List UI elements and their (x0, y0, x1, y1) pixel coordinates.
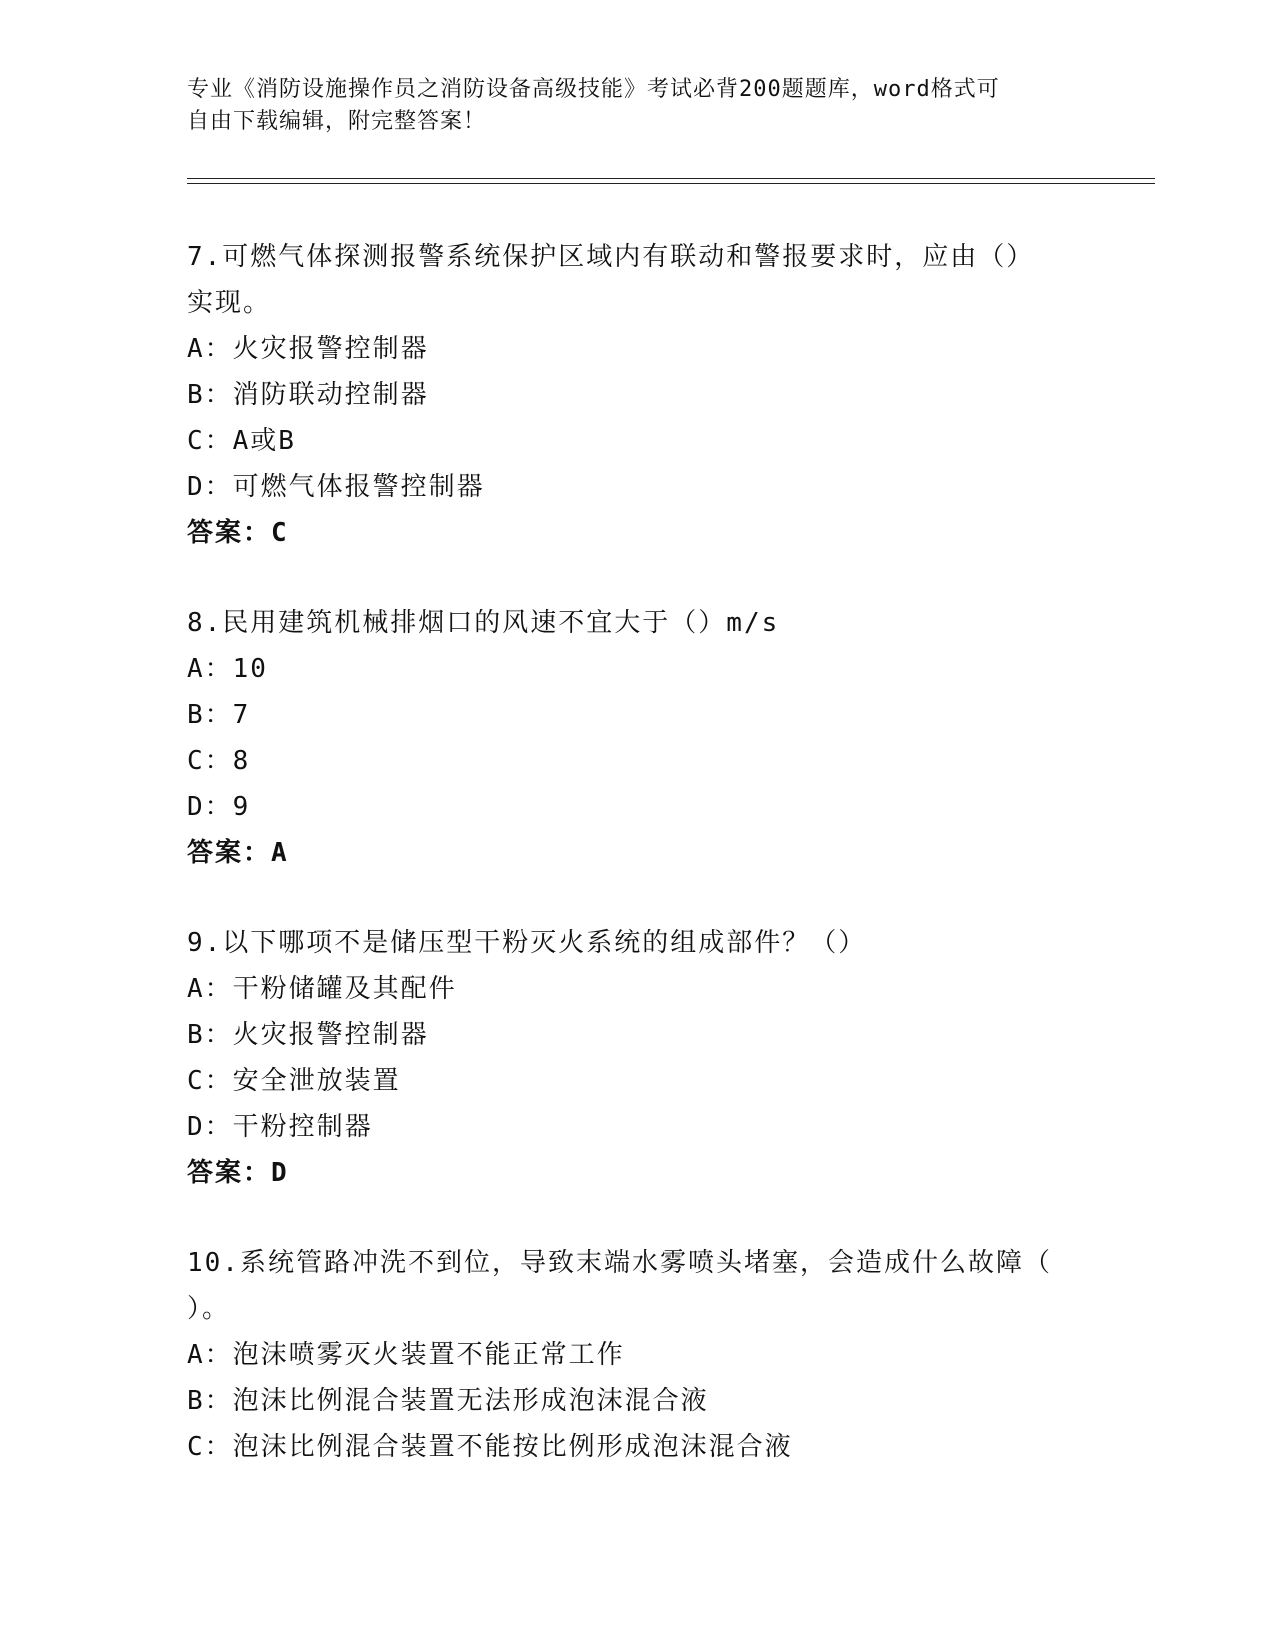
answer: 答案：A (187, 838, 289, 868)
header-note-line1: 专业《消防设施操作员之消防设备高级技能》考试必背200题题库，word格式可 (187, 77, 1000, 102)
question-10 (187, 1240, 1087, 1470)
question-stem: 9.以下哪项不是储压型干粉灭火系统的组成部件？（） (187, 928, 867, 958)
option-b: B：火灾报警控制器 (187, 1020, 429, 1050)
option-a: A：干粉储罐及其配件 (187, 974, 457, 1004)
question-stem: 7.可燃气体探测报警系统保护区域内有联动和警报要求时，应由（） (187, 242, 1035, 272)
header-divider-bottom (187, 183, 1155, 184)
option-c: C：8 (187, 746, 251, 776)
answer: 答案：D (187, 1158, 289, 1188)
option-c: C：A或B (187, 426, 296, 456)
option-a: A：10 (187, 654, 268, 684)
question-8 (187, 600, 1087, 876)
option-a: A：泡沫喷雾灭火装置不能正常工作 (187, 1340, 625, 1370)
option-b: B：消防联动控制器 (187, 380, 429, 410)
option-c: C：泡沫比例混合装置不能按比例形成泡沫混合液 (187, 1432, 793, 1462)
question-stem: 8.民用建筑机械排烟口的风速不宜大于（）m/s (187, 608, 780, 638)
option-b: B：泡沫比例混合装置无法形成泡沫混合液 (187, 1386, 709, 1416)
question-7 (187, 234, 1087, 556)
option-c: C：安全泄放装置 (187, 1066, 401, 1096)
question-stem-continued: 实现。 (187, 288, 272, 318)
option-d: D：9 (187, 792, 251, 822)
option-b: B：7 (187, 700, 251, 730)
header-divider-top (187, 178, 1155, 179)
option-d: D：干粉控制器 (187, 1112, 373, 1142)
question-stem-continued: ）。 (187, 1294, 231, 1324)
question-stem: 10.系统管路冲洗不到位，导致末端水雾喷头堵塞，会造成什么故障（ (187, 1248, 1052, 1278)
option-a: A：火灾报警控制器 (187, 334, 429, 364)
header-note (187, 74, 1067, 138)
option-d: D：可燃气体报警控制器 (187, 472, 485, 502)
question-9 (187, 920, 1087, 1196)
answer: 答案：C (187, 518, 289, 548)
header-note-line2: 自由下载编辑，附完整答案！ (187, 109, 487, 134)
